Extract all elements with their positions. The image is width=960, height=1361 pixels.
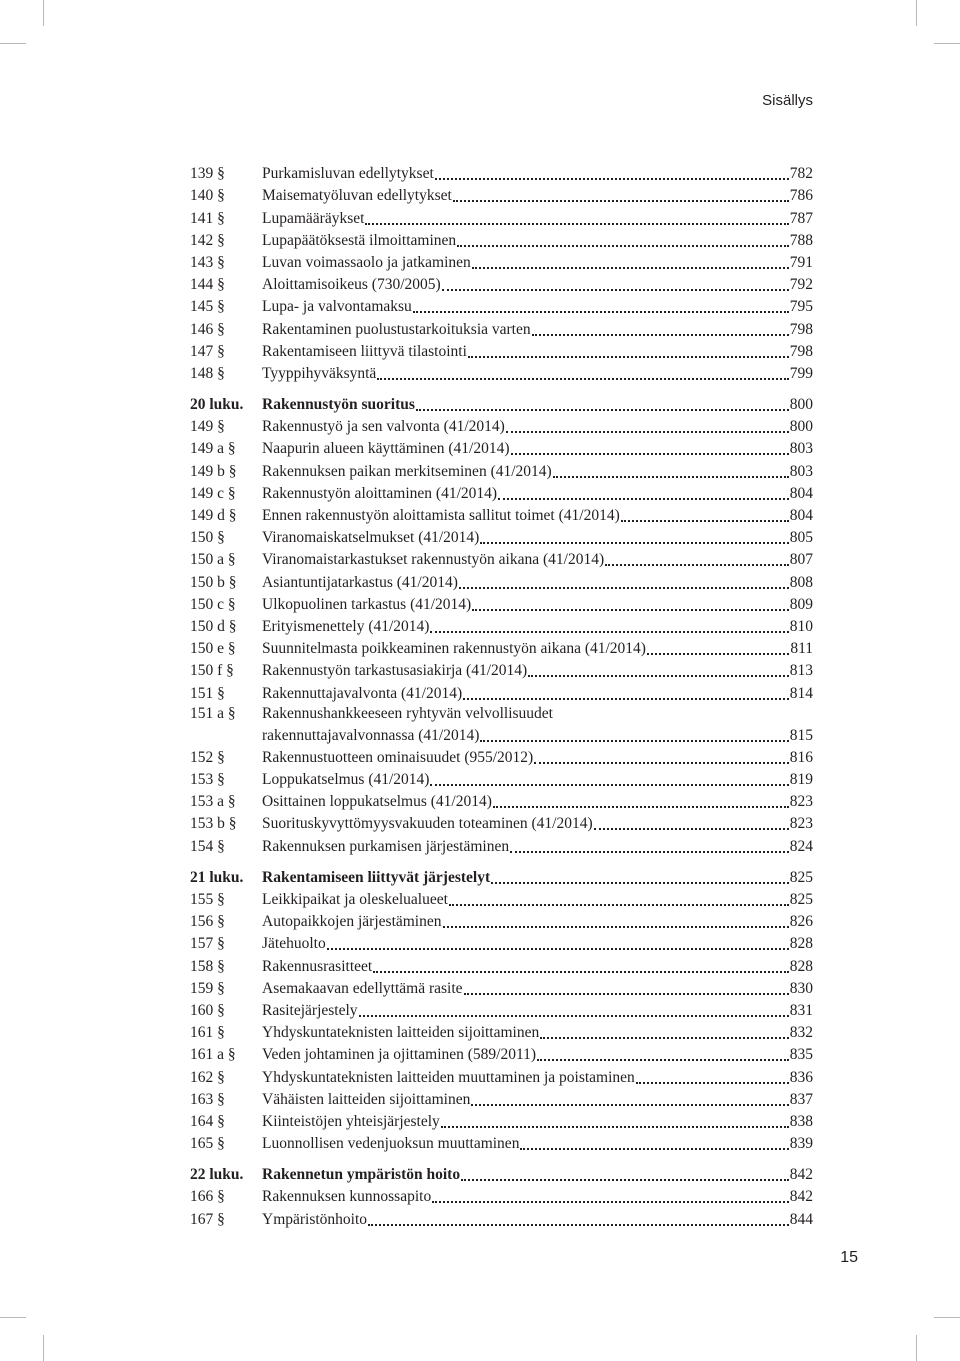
toc-page-number: 799 [789, 364, 813, 382]
toc-section-number: 151 § [190, 684, 225, 702]
toc-page-number: 823 [789, 793, 813, 811]
toc-page-number: 810 [789, 617, 813, 635]
toc-section-number: 167 § [190, 1210, 225, 1228]
crop-mark [0, 43, 26, 44]
toc-entry[interactable] [190, 659, 813, 681]
toc-entry-title: Rakennuksen paikan merkitseminen (41/2014) [262, 462, 552, 480]
toc-entry[interactable] [190, 746, 813, 768]
toc-section-number: 156 § [190, 913, 225, 931]
toc-section-number: 143 § [190, 253, 225, 271]
dot-leader [480, 740, 788, 742]
toc-section-number: 154 § [190, 837, 225, 855]
toc-section-number: 166 § [190, 1188, 225, 1206]
toc-section-number: 161 a § [190, 1046, 236, 1064]
dot-leader [413, 311, 789, 313]
toc-page-number: 805 [789, 529, 813, 547]
dot-leader [472, 267, 789, 269]
toc-entry[interactable] [190, 812, 813, 834]
toc-entry[interactable] [190, 1065, 813, 1087]
toc-entry[interactable] [190, 437, 813, 459]
toc-page-number: 816 [789, 748, 813, 766]
dot-leader [430, 631, 788, 633]
toc-entry-title: Rakennustuotteen ominaisuudet (955/2012) [262, 748, 534, 766]
toc-entry[interactable] [190, 593, 813, 615]
toc-entry-title: Autopaikkojen järjestäminen [262, 913, 442, 931]
toc-page-number: 798 [789, 342, 813, 360]
toc-entry[interactable] [190, 548, 813, 570]
toc-entry[interactable] [190, 273, 813, 295]
toc-entry[interactable] [190, 459, 813, 481]
chapter-number: 21 luku. [190, 868, 244, 886]
toc-entry[interactable] [190, 681, 813, 703]
toc-entry[interactable] [190, 1088, 813, 1110]
toc-page-number: 798 [789, 320, 813, 338]
toc-section-number: 165 § [190, 1135, 225, 1153]
toc-entry[interactable] [190, 317, 813, 339]
toc-entry[interactable] [190, 1021, 813, 1043]
toc-section-number: 149 b § [190, 462, 237, 480]
toc-page-number: 828 [789, 935, 813, 953]
toc-entry[interactable] [190, 910, 813, 932]
toc-entry-title: Vähäisten laitteiden sijoittaminen [262, 1090, 471, 1108]
toc-entry[interactable] [190, 615, 813, 637]
toc-page-number: 803 [789, 440, 813, 458]
toc-page-number: 791 [789, 253, 813, 271]
toc-entry[interactable] [190, 1132, 813, 1154]
dot-leader [368, 1224, 789, 1226]
toc-page-number: 811 [790, 640, 813, 658]
toc-page-number: 832 [789, 1024, 813, 1042]
dot-leader [373, 971, 789, 973]
dot-leader [480, 542, 788, 544]
toc-entry-title: Rakennustyön tarkastusasiakirja (41/2014) [262, 662, 528, 680]
running-header: Sisällys [762, 92, 813, 109]
toc-section-number: 160 § [190, 1001, 225, 1019]
toc-entry[interactable] [190, 768, 813, 790]
dot-leader [365, 223, 788, 225]
dot-leader [457, 245, 789, 247]
toc-entry-title: Aloittamisoikeus (730/2005) [262, 276, 441, 294]
toc-page-number: 792 [789, 276, 813, 294]
chapter-title: Rakennetun ympäristön hoito [262, 1166, 461, 1184]
toc-entry-title: Yhdyskuntateknisten laitteiden muuttaminen ja poistaminen [262, 1068, 635, 1086]
dot-leader [443, 926, 789, 928]
dot-leader [377, 378, 788, 380]
toc-entry-title: Veden johtaminen ja ojittaminen (589/2011) [262, 1046, 537, 1064]
toc-entry[interactable] [190, 229, 813, 251]
toc-entry[interactable] [190, 570, 813, 592]
dot-leader [647, 653, 789, 655]
toc-entry[interactable] [190, 340, 813, 362]
dot-leader [463, 698, 789, 700]
toc-entry-title: Viranomaiskatselmukset (41/2014) [262, 529, 480, 547]
toc-section-number: 150 b § [190, 573, 237, 591]
crop-mark [934, 1317, 960, 1318]
toc-page-number: 828 [789, 957, 813, 975]
dot-leader [359, 1015, 789, 1017]
dot-leader [416, 409, 789, 411]
dot-leader [327, 948, 789, 950]
toc-chapter[interactable] [190, 866, 813, 888]
toc-section-number: 146 § [190, 320, 225, 338]
toc-section-number: 158 § [190, 957, 225, 975]
crop-mark [916, 1335, 917, 1361]
toc-section-number: 153 a § [190, 793, 236, 811]
dot-leader [520, 1148, 788, 1150]
toc-page-number: 807 [789, 551, 813, 569]
toc-section-number: 159 § [190, 979, 225, 997]
toc-entry-title: rakennuttajavalvonnassa (41/2014) [262, 726, 480, 744]
toc-page-number: 839 [789, 1135, 813, 1153]
toc-section-number: 150 c § [190, 595, 236, 613]
crop-mark [916, 0, 917, 26]
toc-entry-title: Kiinteistöjen yhteisjärjestely [262, 1112, 440, 1130]
dot-leader [553, 476, 789, 478]
toc-page-number: 842 [789, 1188, 813, 1206]
toc-entry-title: Rakennustyö ja sen valvonta (41/2014) [262, 418, 505, 436]
toc-page-number: 825 [789, 868, 813, 886]
toc-section-number: 150 § [190, 529, 225, 547]
toc-entry-continuation[interactable] [190, 724, 813, 746]
crop-mark [43, 0, 44, 26]
toc-section-number: 145 § [190, 298, 225, 316]
dot-leader [621, 520, 789, 522]
dot-leader [449, 904, 789, 906]
toc-section-number: 153 b § [190, 815, 237, 833]
dot-leader [636, 1082, 789, 1084]
toc-section-number: 150 f § [190, 662, 234, 680]
toc-entry-title: Rasitejärjestely [262, 1001, 358, 1019]
toc-page-number: 813 [789, 662, 813, 680]
toc-section-number: 153 § [190, 771, 225, 789]
dot-leader [537, 1059, 789, 1061]
toc-entry[interactable] [190, 790, 813, 812]
toc-section-number: 142 § [190, 231, 225, 249]
toc-page-number: 838 [789, 1112, 813, 1130]
toc-page-number: 808 [789, 573, 813, 591]
toc-entry[interactable] [190, 1110, 813, 1132]
toc-entry[interactable] [190, 482, 813, 504]
dot-leader [442, 289, 789, 291]
toc-entry-title: Ulkopuolinen tarkastus (41/2014) [262, 595, 472, 613]
toc-section-number: 152 § [190, 748, 225, 766]
toc-page-number: 819 [789, 771, 813, 789]
toc-entry-title: Lupa- ja valvontamaksu [262, 298, 412, 316]
toc-entry[interactable] [190, 206, 813, 228]
chapter-number: 22 luku. [190, 1166, 244, 1184]
dot-leader [461, 1179, 789, 1181]
toc-page-number: 842 [789, 1166, 813, 1184]
toc-page-number: 836 [789, 1068, 813, 1086]
toc-section-number: 149 c § [190, 484, 236, 502]
toc-page-number: 788 [789, 231, 813, 249]
dot-leader [441, 1126, 789, 1128]
toc-entry-title: Naapurin alueen käyttäminen (41/2014) [262, 440, 510, 458]
toc-entry-title: Suorituskyvyttömyysvakuuden toteaminen (41/2014) [262, 815, 593, 833]
toc-section-number: 141 § [190, 209, 225, 227]
toc-entry-title: Yhdyskuntateknisten laitteiden sijoittaminen [262, 1024, 540, 1042]
toc-page-number: 835 [789, 1046, 813, 1064]
dot-leader [540, 1037, 789, 1039]
toc-page-number: 786 [789, 187, 813, 205]
toc-entry[interactable] [190, 162, 813, 184]
page-number: 15 [840, 1249, 858, 1266]
toc-entry-title: Rakennuksen kunnossapito [262, 1188, 432, 1206]
toc-entry[interactable] [190, 526, 813, 548]
toc-entry-title: Jätehuolto [262, 935, 326, 953]
toc-entry[interactable] [190, 504, 813, 526]
toc-page-number: 844 [789, 1210, 813, 1228]
dot-leader [511, 453, 789, 455]
toc-chapter[interactable] [190, 393, 813, 415]
toc-page-number: 814 [789, 684, 813, 702]
dot-leader [528, 675, 789, 677]
toc-entry-title: Rakennustyön aloittaminen (41/2014) [262, 484, 498, 502]
toc-entry[interactable] [190, 977, 813, 999]
dot-leader [491, 882, 789, 884]
toc-section-number: 157 § [190, 935, 225, 953]
toc-section-number: 162 § [190, 1068, 225, 1086]
toc-entry-title: Maisematyöluvan edellytykset [262, 187, 452, 205]
dot-leader [532, 334, 789, 336]
toc-entry-title: Asemakaavan edellyttämä rasite [262, 979, 463, 997]
toc-section-number: 139 § [190, 165, 225, 183]
toc-page-number: 831 [789, 1001, 813, 1019]
chapter-title: Rakentamiseen liittyvät järjestelyt [262, 868, 491, 886]
toc-section-number: 144 § [190, 276, 225, 294]
toc-page-number: 826 [789, 913, 813, 931]
toc-page-number: 782 [789, 165, 813, 183]
toc-page-number: 803 [789, 462, 813, 480]
toc-entry-title: Lupamääräykset [262, 209, 365, 227]
toc-entry[interactable] [190, 704, 813, 724]
toc-entry-title: Luvan voimassaolo ja jatkaminen [262, 253, 471, 271]
toc-chapter[interactable] [190, 1163, 813, 1185]
dot-leader [472, 609, 789, 611]
toc-entry-title: Asiantuntijatarkastus (41/2014) [262, 573, 458, 591]
dot-leader [471, 1104, 788, 1106]
toc-section-number: 164 § [190, 1112, 225, 1130]
toc-entry[interactable] [190, 954, 813, 976]
toc-entry-title: Leikkipaikat ja oleskelualueet [262, 891, 448, 908]
toc-entry[interactable] [190, 888, 813, 910]
dot-leader [605, 564, 789, 566]
toc-entry-title: Rakennuksen purkamisen järjestäminen [262, 837, 510, 855]
toc-entry-title: Ennen rakennustyön aloittamista sallitut toimet (41/2014) [262, 507, 620, 524]
toc-section-number: 148 § [190, 364, 225, 382]
toc-entry[interactable] [190, 251, 813, 273]
toc-entry[interactable] [190, 295, 813, 317]
table-of-contents [190, 162, 813, 1230]
toc-entry[interactable] [190, 362, 813, 384]
toc-entry[interactable] [190, 834, 813, 856]
dot-leader [435, 178, 789, 180]
toc-page-number: 804 [789, 507, 813, 524]
dot-leader [594, 828, 789, 830]
chapter-number: 20 luku. [190, 396, 244, 414]
toc-entry[interactable] [190, 1043, 813, 1065]
toc-entry-title: Viranomaistarkastukset rakennustyön aikana (41/2014) [262, 551, 605, 569]
toc-entry-title: Rakennushankkeeseen ryhtyvän velvollisuudet [262, 704, 553, 722]
toc-section-number: 163 § [190, 1090, 225, 1108]
toc-entry[interactable] [190, 184, 813, 206]
toc-section-number: 140 § [190, 187, 225, 205]
toc-page-number: 809 [789, 595, 813, 613]
toc-entry-title: Tyyppihyväksyntä [262, 364, 377, 382]
toc-entry[interactable] [190, 415, 813, 437]
toc-entry-title: Rakentaminen puolustustarkoituksia varten [262, 320, 531, 338]
toc-entry-title: Erityismenettely (41/2014) [262, 617, 430, 635]
toc-entry-title: Osittainen loppukatselmus (41/2014) [262, 793, 492, 811]
toc-section-number: 149 d § [190, 507, 237, 524]
dot-leader [506, 431, 789, 433]
toc-entry[interactable] [190, 999, 813, 1021]
toc-page-number: 800 [789, 418, 813, 436]
toc-entry-title: Ympäristönhoito [262, 1210, 368, 1228]
dot-leader [464, 993, 789, 995]
toc-entry-title: Loppukatselmus (41/2014) [262, 771, 430, 789]
chapter-title: Rakennustyön suoritus [262, 396, 415, 414]
crop-mark [43, 1335, 44, 1361]
toc-section-number: 155 § [190, 891, 225, 908]
toc-section-number: 150 e § [190, 640, 236, 658]
toc-entry-title: Rakentamiseen liittyvä tilastointi [262, 342, 467, 360]
toc-entry-title: Suunnitelmasta poikkeaminen rakennustyön aikana (41/2014) [262, 640, 646, 658]
toc-entry[interactable] [190, 1207, 813, 1229]
toc-page-number: 800 [789, 396, 813, 414]
dot-leader [453, 200, 789, 202]
dot-leader [510, 851, 789, 853]
toc-entry-title: Purkamisluvan edellytykset [262, 165, 434, 183]
toc-section-number: 161 § [190, 1024, 225, 1042]
toc-section-number: 149 § [190, 418, 225, 436]
toc-page-number: 825 [789, 891, 813, 908]
dot-leader [459, 587, 789, 589]
toc-page-number: 830 [789, 979, 813, 997]
toc-page-number: 837 [789, 1090, 813, 1108]
toc-entry[interactable] [190, 1185, 813, 1207]
toc-entry-title: Luonnollisen vedenjuoksun muuttaminen [262, 1135, 520, 1153]
crop-mark [0, 1317, 26, 1318]
dot-leader [498, 498, 789, 500]
toc-page-number: 824 [789, 837, 813, 855]
dot-leader [430, 784, 788, 786]
dot-leader [534, 762, 789, 764]
toc-section-number: 147 § [190, 342, 225, 360]
toc-section-number: 151 a § [190, 704, 236, 722]
dot-leader [493, 806, 789, 808]
crop-mark [934, 43, 960, 44]
toc-page-number: 804 [789, 484, 813, 502]
toc-entry-title: Rakennusrasitteet [262, 957, 373, 975]
toc-page-number: 823 [789, 815, 813, 833]
toc-entry[interactable] [190, 637, 813, 659]
toc-page-number: 795 [789, 298, 813, 316]
toc-section-number: 150 d § [190, 617, 237, 635]
toc-entry-title: Lupapäätöksestä ilmoittaminen [262, 231, 457, 249]
toc-section-number: 149 a § [190, 440, 236, 458]
toc-entry-title: Rakennuttajavalvonta (41/2014) [262, 684, 463, 702]
dot-leader [468, 356, 789, 358]
toc-entry[interactable] [190, 932, 813, 954]
toc-page-number: 815 [789, 726, 813, 744]
toc-section-number: 150 a § [190, 551, 236, 569]
toc-page-number: 787 [789, 209, 813, 227]
dot-leader [432, 1201, 789, 1203]
